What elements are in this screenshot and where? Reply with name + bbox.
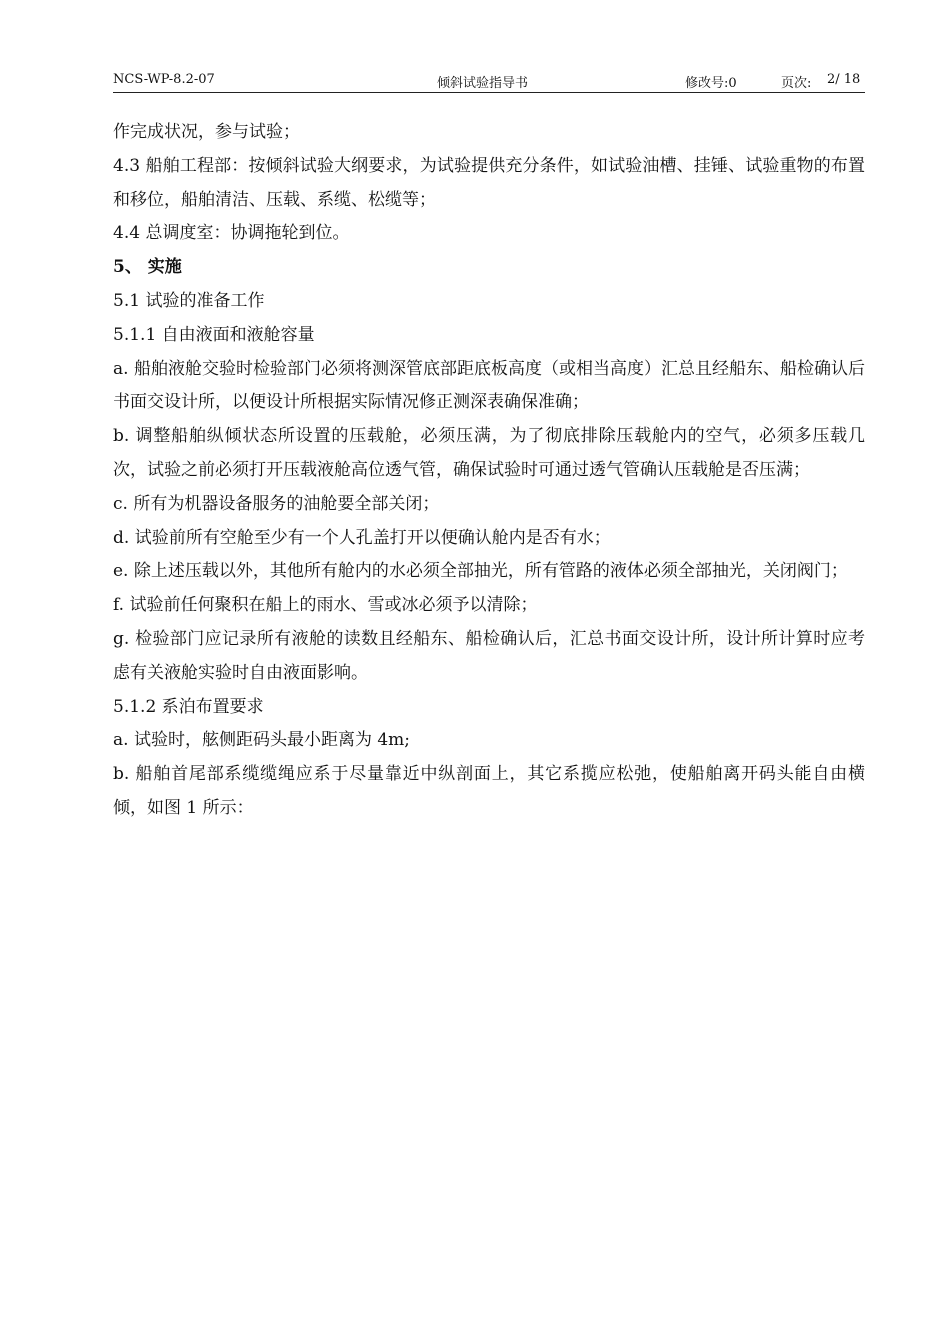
page-label: 页次: bbox=[781, 76, 812, 91]
section-heading: 5、 实施 bbox=[113, 257, 182, 278]
list-item: b. 调整船舶纵倾状态所设置的压载舱，必须压满，为了彻底排除压载舱内的空气，必须多压载几次，试验之前必须打开压载液舱高位透气管，确保试验时可通过透气管确认压载舱是否压满； bbox=[113, 426, 865, 480]
subsection-heading: 5.1 试验的准备工作 bbox=[113, 290, 265, 311]
subsection-heading: 5.1.2 系泊布置要求 bbox=[113, 696, 264, 717]
list-item: e. 除上述压载以外，其他所有舱内的水必须全部抽光，所有管路的液体必须全部抽光，关闭阀门； bbox=[113, 561, 848, 582]
subsection-heading: 5.1.1 自由液面和液舱容量 bbox=[113, 324, 315, 345]
document-title: 倾斜试验指导书 bbox=[437, 76, 529, 91]
list-item: d. 试验前所有空舱至少有一个人孔盖打开以便确认舱内是否有水； bbox=[113, 527, 611, 548]
revision-number: 修改号:0 bbox=[685, 76, 737, 91]
list-item: c. 所有为机器设备服务的油舱要全部关闭； bbox=[113, 493, 440, 514]
list-item: g. 检验部门应记录所有液舱的读数且经船东、船检确认后，汇总书面交设计所，设计所计算时应考虑有关液舱实验时自由液面影响。 bbox=[113, 628, 865, 683]
document-code: NCS-WP-8.2-07 bbox=[113, 72, 215, 87]
list-item: f. 试验前任何聚积在船上的雨水、雪或冰必须予以清除； bbox=[113, 595, 538, 616]
list-item: a. 船舶液舱交验时检验部门必须将测深管底部距底板高度（或相当高度）汇总且经船东、船检确认后书面交设计所，以便设计所根据实际情况修正测深表确保准确； bbox=[113, 358, 865, 413]
paragraph: 作完成状况，参与试验； bbox=[113, 122, 300, 142]
document-body bbox=[113, 116, 865, 826]
paragraph: 4.3 船舶工程部：按倾斜试验大纲要求，为试验提供充分条件，如试验油槽、挂锤、试验重物的布置和移位，船舶清洁、压载、系缆、松缆等； bbox=[113, 155, 866, 210]
paragraph: 4.4 总调度室：协调拖轮到位。 bbox=[113, 223, 350, 244]
list-item: b. 船舶首尾部系缆缆绳应系于尽量靠近中纵剖面上，其它系揽应松弛，使船舶离开码头能自由横倾，如图 1 所示： bbox=[113, 764, 865, 818]
page-number: 2/ 18 bbox=[827, 72, 861, 87]
page-header bbox=[113, 70, 865, 93]
list-item: a. 试验时，舷侧距码头最小距离为 4m; bbox=[113, 730, 411, 751]
